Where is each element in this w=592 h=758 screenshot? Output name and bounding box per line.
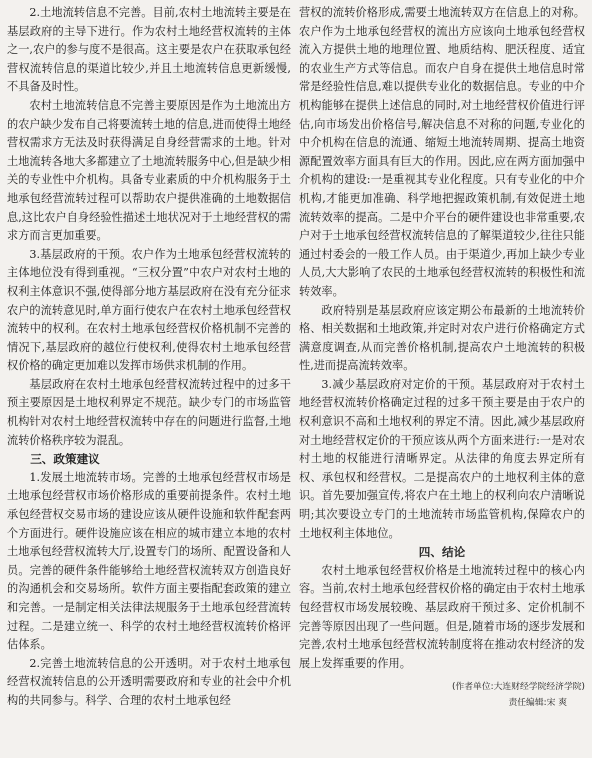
author-affiliation: (作者单位:大连财经学院经济学院): [452, 682, 585, 693]
paragraph-conclusion: 农村土地承包经营权价格是土地流转过程中的核心内容。当前,农村土地承包经营权价格的确定由于农村土地承包经营权市场发展较晚、基层政府干预过多、定价机制不完善等原因出现了一些问题。但是,随着市场的逐步发展和完善,农村土地承包经营权流转制度将在推动农村经济的发展上发挥重要的作用。: [299, 563, 585, 670]
responsible-editor: 责任编辑:宋 爽: [508, 698, 567, 709]
paragraph-gov-publish: 政府特别是基层政府应该定期公布最新的土地流转价格、相关数据和土地政策,并定时对农户进行价格确定方式满意度调查,从而完善价格机制,提高农户土地流转的积极性,进而提高流转效率。: [299, 303, 585, 373]
paragraph-land-info: 2.土地流转信息不完善。目前,农村土地流转主要是在基层政府的主导下进行。作为农村土地经营权流转的主体之一,农户的参与度不是很高。这主要是农户在获取承包经营权流转信息的渠道比较少,并且土地流转信息更新缓慢,不具备及时性。: [7, 6, 291, 94]
right-column: [299, 4, 585, 754]
heading-conclusion: 四、结论: [418, 545, 466, 560]
heading-policy-suggestions: 三、政策建议: [30, 452, 100, 467]
paragraph-info-cause: 农村土地流转信息不完善主要原因是作为土地流出方的农户缺少发布自己将要流转土地的信息,进而使得土地经营权需求方无法及时获得满足自身经营需求的土地。针对土地流转各地大多都建立了土地流转服务中心,但是缺少相关的专业性中介机构。具备专业素质的中介机构服务于土地承包经营流转过程可以帮助农户提供准确的土地数据信息,这比农户自身经验性描述土地状况对于土地经营权的需求方而言更加重要。: [7, 98, 291, 243]
left-column: [7, 4, 291, 754]
paragraph-develop-market: 1.发展土地流转市场。完善的土地承包经营权市场是土地承包经营权市场价格形成的重要前提条件。农村土地承包经营权交易市场的建设应该从硬件设施和软件配套两个方面进行。硬件设施应该在相应的城市建立本地的农村土地承包经营权流转大厅,设置专门的场所、配置设备和人员。完善的硬件条件能够给土地经营权流转双方创造良好的沟通机会和交易场所。软件方面主要指配套政策的建立和完善。一是制定相关法律法规服务于土地承包经营流转过程。二是建立统一、科学的农村土地经营权流转价格评估体系。: [7, 470, 291, 652]
two-column-layout: [7, 4, 585, 754]
paragraph-intervention-cause: 基层政府在农村土地承包经营权流转过程中的过多干预主要原因是土地权利界定不规范。缺少专门的市场监管机构针对农村土地经营权流转中存在的问题进行监督,土地流转价格秩序较为混乱。: [7, 377, 291, 447]
paragraph-intermediary: 营权的流转价格形成,需要土地流转双方在信息上的对称。农户作为土地承包经营权的流出方应该向土地承包经营权流入方提供土地的地理位置、地质结构、肥沃程度、适宜的农业生产方式等信息。而农户自身在提供土地信息时常常是经验性信息,难以提供专业化的数据信息。专业的中介机构能够在提供上述信息的同时,对土地经营权价值进行评估,向市场发出价格信号,解决信息不对称的问题,专业化的中介机构在信息的流通、缩短土地流转周期、提高土地资源配置效率方面具有巨大的作用。因此,应在两方面加强中介机构的建设:一是重视其专业化程度。只有专业化的中介机构,才能更加准确、科学地把握政策机制,有效促进土地流转效率的提高。二是中介平台的硬件建设也非常重要,农户对于土地承包经营权流转信息的了解渠道较少,往往只能通过村委会的一般工作人员。由于渠道少,再加上缺少专业人员,大大影响了农民的土地承包经营权流转的积极性和流转效率。: [299, 6, 585, 298]
paragraph-reduce-intervention: 3.减少基层政府对定价的干预。基层政府对于农村土地经营权流转价格确定过程的过多干预主要是由于农户的权利意识不高和土地权利的界定不清。因此,减少基层政府对土地经营权定价的干预应该从两个方面来进行:一是对农村土地的权能进行清晰界定。从法律的角度去界定所有权、承包权和经营权。二是提高农户的土地权利主体的意识。首先要加强宣传,将农户在土地上的权利向农户清晰说明;其次要设立专门的土地流转市场监管机构,保障农户的土地权利主体地位。: [299, 377, 585, 540]
paragraph-gov-intervention: 3.基层政府的干预。农户作为土地承包经营权流转的主体地位没有得到重视。“三权分置”中农户对农村土地的权利主体意识不强,使得部分地方基层政府在没有充分征求农户的流转意见时,单方面行使农户在农村土地承包经营权流转中的权利。在农村土地承包经营权价格机制不完善的情况下,基层政府的越位行使权利,使得农村土地承包经营权价格的确定更加难以发挥市场供求机制的作用。: [7, 247, 291, 373]
paragraph-info-transparency: 2.完善土地流转信息的公开透明。对于农村土地承包经营权流转信息的公开透明需要政府和专业的社会中介机构的共同参与。科学、合理的农村土地承包经: [7, 656, 291, 707]
